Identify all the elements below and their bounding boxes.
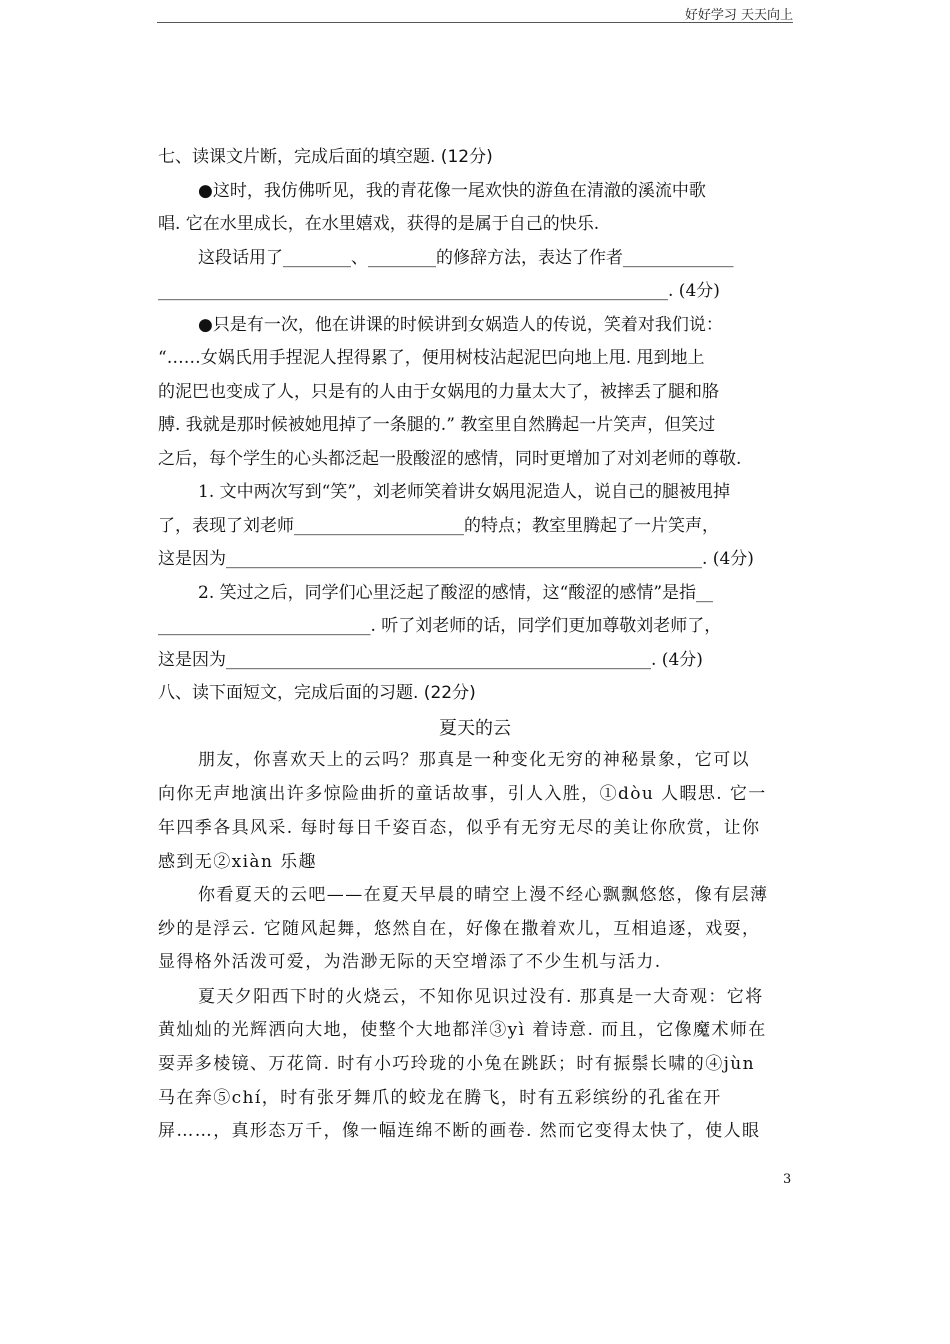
- article-line: 纱的是浮云. 它随风起舞，悠然自在，好像在撒着欢儿，互相追逐，戏耍，: [158, 919, 761, 939]
- question-line: 2. 笑过之后，同学们心里泛起了酸涩的感情，这“酸涩的感情”是指__: [198, 583, 714, 603]
- article-line: 耍弄多棱镜、万花筒. 时有小巧玲珑的小兔在跳跃；时有振鬃长啸的④jùn: [158, 1054, 755, 1074]
- passage-line: 唱. 它在水里成长，在水里嬉戏，获得的是属于自己的快乐.: [158, 214, 600, 234]
- question-line: 这段话用了________、________的修辞方法，表达了作者_____________: [198, 248, 734, 268]
- question-line: 了，表现了刘老师____________________的特点；教室里腾起了一片笑声，: [158, 516, 719, 536]
- article-title: 夏天的云: [439, 718, 511, 739]
- article-line: 年四季各具风采. 每时每日千姿百态，似乎有无穷无尽的美让你欣赏，让你: [158, 818, 761, 838]
- passage-line: “……女娲氏用手捏泥人捏得累了，便用树枝沾起泥巴向地上甩. 甩到地上: [158, 348, 705, 368]
- article-line: 夏天夕阳西下时的火烧云，不知你见识过没有. 那真是一大奇观：它将: [198, 987, 764, 1007]
- question-line: _________________________. 听了刘老师的话，同学们更加尊敬刘老师了，: [158, 616, 722, 636]
- passage-line: 之后，每个学生的心头都泛起一股酸涩的感情，同时更增加了对刘老师的尊敬.: [158, 449, 742, 469]
- question-line: 1. 文中两次写到“笑”，刘老师笑着讲女娲甩泥造人，说自己的腿被甩掉: [198, 482, 731, 502]
- article-line: 马在奔⑤chí，时有张牙舞爪的蛟龙在腾飞，时有五彩缤纷的孔雀在开: [158, 1088, 722, 1108]
- section8-heading: 八、读下面短文，完成后面的习题. (22分): [158, 683, 476, 703]
- article-line: 朋友，你喜欢天上的云吗？那真是一种变化无穷的神秘景象，它可以: [198, 750, 750, 770]
- header-divider: [157, 22, 793, 23]
- question-line: 这是因为________________________________________________________. (4分): [158, 549, 754, 569]
- question-line: 这是因为__________________________________________________. (4分): [158, 650, 703, 670]
- article-line: 显得格外活泼可爱，为浩渺无际的天空增添了不少生机与活力.: [158, 952, 662, 972]
- article-line: 向你无声地演出许多惊险曲折的童话故事，引人入胜，①dòu 人暇思. 它一: [158, 784, 767, 804]
- question-line: ____________________________________________________________. (4分): [158, 281, 720, 301]
- passage-line: 的泥巴也变成了人，只是有的人由于女娲甩的力量太大了，被摔丢了腿和胳: [158, 382, 719, 402]
- passage-line: ●这时，我仿佛听见，我的青花像一尾欢快的游鱼在清澈的溪流中歌: [198, 181, 706, 201]
- section7-heading: 七、读课文片断，完成后面的填空题. (12分): [158, 147, 493, 167]
- page-number: 3: [783, 1172, 792, 1187]
- passage-line: ●只是有一次，他在讲课的时候讲到女娲造人的传说，笑着对我们说：: [198, 315, 723, 335]
- passage-line: 膊. 我就是那时候被她甩掉了一条腿的.” 教室里自然腾起一片笑声，但笑过: [158, 415, 716, 435]
- article-line: 屏……，真形态万千，像一幅连绵不断的画卷. 然而它变得太快了，使人眼: [158, 1121, 761, 1141]
- article-line: 黄灿灿的光辉洒向大地，使整个大地都洋③yì 着诗意. 而且，它像魔术师在: [158, 1020, 767, 1040]
- article-line: 你看夏天的云吧——在夏天早晨的晴空上漫不经心飘飘悠悠，像有层薄: [198, 885, 769, 905]
- header-text: 好好学习 天天向上: [684, 8, 793, 23]
- article-line: 感到无②xiàn 乐趣: [158, 852, 317, 872]
